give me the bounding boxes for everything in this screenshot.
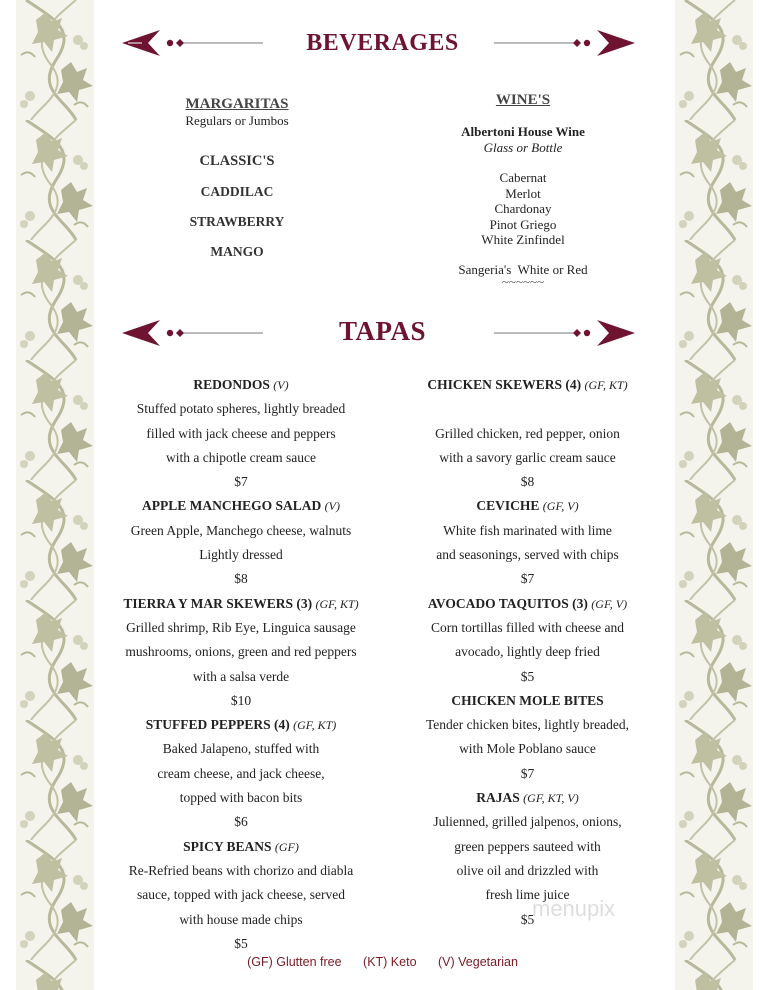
floral-border-right xyxy=(675,0,753,990)
wine-item: White Zinfindel xyxy=(481,232,565,248)
tapas-item-desc: Stuffed potato spheres, lightly breaded xyxy=(136,401,346,417)
tapas-item-price: $7 xyxy=(234,474,248,490)
tapas-item-tags: (V) xyxy=(273,378,289,392)
tapas-item-name: STUFFED PEPPERS (4) xyxy=(145,717,290,733)
tapas-item-desc: mushrooms, onions, green and red peppers xyxy=(125,644,357,660)
tapas-item-name: CHICKEN MOLE BITES xyxy=(451,692,604,708)
tapas-item-tags: (GF, KT) xyxy=(315,596,359,611)
tapas-item-tags: (GF, KT) xyxy=(584,378,628,392)
watermark: menupix xyxy=(532,896,616,921)
margarita-item: STRAWBERRY xyxy=(189,214,285,229)
tapas-item-title xyxy=(102,592,380,616)
tapas-item-tags: (GF, KT, V) xyxy=(523,791,579,806)
tapas-item-desc: Grilled chicken, red pepper, onion xyxy=(435,425,620,441)
divider-tilde: ~~~~~~ xyxy=(501,273,545,289)
tapas-item xyxy=(395,786,660,932)
tapas-item-desc: olive oil and drizzled with xyxy=(456,862,599,878)
tapas-item-desc: Green Apple, Manchego cheese, walnuts xyxy=(130,522,352,538)
tapas-item-title xyxy=(395,786,660,810)
floral-border-left xyxy=(16,0,94,990)
tapas-item-desc: filled with jack cheese and peppers xyxy=(146,425,336,441)
margaritas-sub: Regulars or Jumbos xyxy=(185,113,289,128)
tapas-item-price: $7 xyxy=(520,571,535,587)
tapas-item-desc: Corn tortillas filled with cheese and xyxy=(430,619,625,635)
wine-item: Merlot xyxy=(505,185,541,201)
margaritas-heading: MARGARITAS xyxy=(185,96,289,112)
wines-section xyxy=(423,92,623,289)
beverages-title: BEVERAGES xyxy=(306,30,459,56)
tapas-item-title xyxy=(102,835,380,859)
dietary-legend xyxy=(0,955,765,969)
tapas-item-desc: with a salsa verde xyxy=(192,668,290,684)
tapas-item-desc: with a savory garlic cream sauce xyxy=(439,449,616,465)
tapas-item-price: $10 xyxy=(230,692,252,708)
tapas-right-column xyxy=(395,373,660,932)
tapas-item-name: RAJAS xyxy=(476,790,520,806)
ornament-right-icon xyxy=(492,26,637,60)
tapas-item-desc: with house made chips xyxy=(179,911,303,927)
tapas-item-title xyxy=(395,373,660,397)
tapas-item-title xyxy=(395,689,660,713)
tapas-item-name: CEVICHE xyxy=(476,498,540,514)
tapas-item xyxy=(395,373,660,494)
tapas-item-price: $5 xyxy=(234,935,248,951)
tapas-item-tags: (GF, V) xyxy=(542,499,579,514)
wine-item: Cabernat xyxy=(499,170,547,185)
tapas-item xyxy=(102,592,380,713)
tapas-item-desc: cream cheese, and jack cheese, xyxy=(157,765,325,781)
tapas-item-desc: Baked Jalapeno, stuffed with xyxy=(162,741,320,757)
legend-gf: (GF) Glutten free xyxy=(247,955,342,969)
tapas-item-name: APPLE MANCHEGO SALAD xyxy=(142,498,322,514)
margarita-item: CADDILAC xyxy=(200,184,274,199)
wines-heading: WINE'S xyxy=(495,92,551,108)
tapas-item-title xyxy=(102,713,380,737)
tapas-item-tags: (GF) xyxy=(274,839,299,854)
tapas-item-title xyxy=(102,494,380,518)
tapas-title: TAPAS xyxy=(338,316,426,346)
margarita-item: MANGO xyxy=(210,244,264,259)
tapas-item xyxy=(102,373,380,494)
margarita-item: CLASSIC'S xyxy=(199,153,275,169)
tapas-item-name: SPICY BEANS xyxy=(183,838,272,854)
tapas-item-price: $7 xyxy=(520,765,535,781)
tapas-item-desc: topped with bacon bits xyxy=(179,790,303,806)
tapas-item-tags: (GF, V) xyxy=(591,596,628,611)
tapas-item-desc: Re-Refried beans with chorizo and diabla xyxy=(128,862,354,878)
tapas-item-desc: Grilled shrimp, Rib Eye, Linguica sausage xyxy=(126,619,356,635)
tapas-item-tags: (GF, KT) xyxy=(293,718,337,733)
floral-pattern-icon xyxy=(16,0,94,990)
legend-kt: (KT) Keto xyxy=(363,955,417,969)
tapas-item-desc: and seasonings, served with chips xyxy=(436,547,619,563)
tapas-item-name: TIERRA Y MAR SKEWERS (3) xyxy=(123,595,313,611)
floral-pattern-icon xyxy=(675,0,753,990)
tapas-item-price: $8 xyxy=(234,571,248,587)
tapas-left-column xyxy=(102,373,380,956)
tapas-item-desc: green peppers sauteed with xyxy=(454,838,601,854)
tapas-item-desc: avocado, lightly deep fried xyxy=(455,644,600,660)
tapas-item xyxy=(102,713,380,834)
tapas-item-name: REDONDOS xyxy=(193,377,270,392)
tapas-item-title xyxy=(395,592,660,616)
tapas-item-title xyxy=(102,373,380,397)
tapas-item-price: $5 xyxy=(520,911,535,927)
house-wine: Albertoni House Wine xyxy=(461,124,585,139)
tapas-item-desc: Tender chicken bites, lightly breaded, xyxy=(426,717,629,733)
tapas-item xyxy=(395,494,660,591)
tapas-item-name: CHICKEN SKEWERS (4) xyxy=(427,377,582,392)
tapas-item xyxy=(395,689,660,786)
tapas-item-desc: Julienned, grilled jalpenos, onions, xyxy=(433,814,622,830)
sangria: Sangeria's White or Red xyxy=(458,261,588,277)
margaritas-section xyxy=(137,96,337,260)
house-wine-sub: Glass or Bottle xyxy=(483,140,563,155)
tapas-item xyxy=(395,592,660,689)
legend-v: (V) Vegetarian xyxy=(438,955,518,969)
tapas-item xyxy=(102,494,380,591)
wine-item: Chardonay xyxy=(494,201,552,217)
wine-item: Pinot Griego xyxy=(489,216,557,232)
tapas-item-name: AVOCADO TAQUITOS (3) xyxy=(427,595,588,611)
tapas-item-price: $6 xyxy=(234,814,248,830)
tapas-item-desc: with a chipotle cream sauce xyxy=(166,449,316,465)
tapas-item-desc: White fish marinated with lime xyxy=(443,522,612,538)
tapas-item xyxy=(102,835,380,956)
tapas-item-desc: with Mole Poblano sauce xyxy=(459,741,596,757)
tapas-item-tags: (V) xyxy=(324,499,340,514)
tapas-item-title xyxy=(395,494,660,518)
tapas-item-desc: sauce, topped with jack cheese, served xyxy=(136,887,346,903)
tapas-item-price: $8 xyxy=(520,474,535,490)
tapas-item-desc: fresh lime juice xyxy=(485,887,570,903)
tapas-item-desc: Lightly dressed xyxy=(199,547,283,563)
tapas-item-desc xyxy=(395,397,660,421)
ornament-right-icon xyxy=(492,316,637,350)
tapas-item-price: $5 xyxy=(520,668,535,684)
